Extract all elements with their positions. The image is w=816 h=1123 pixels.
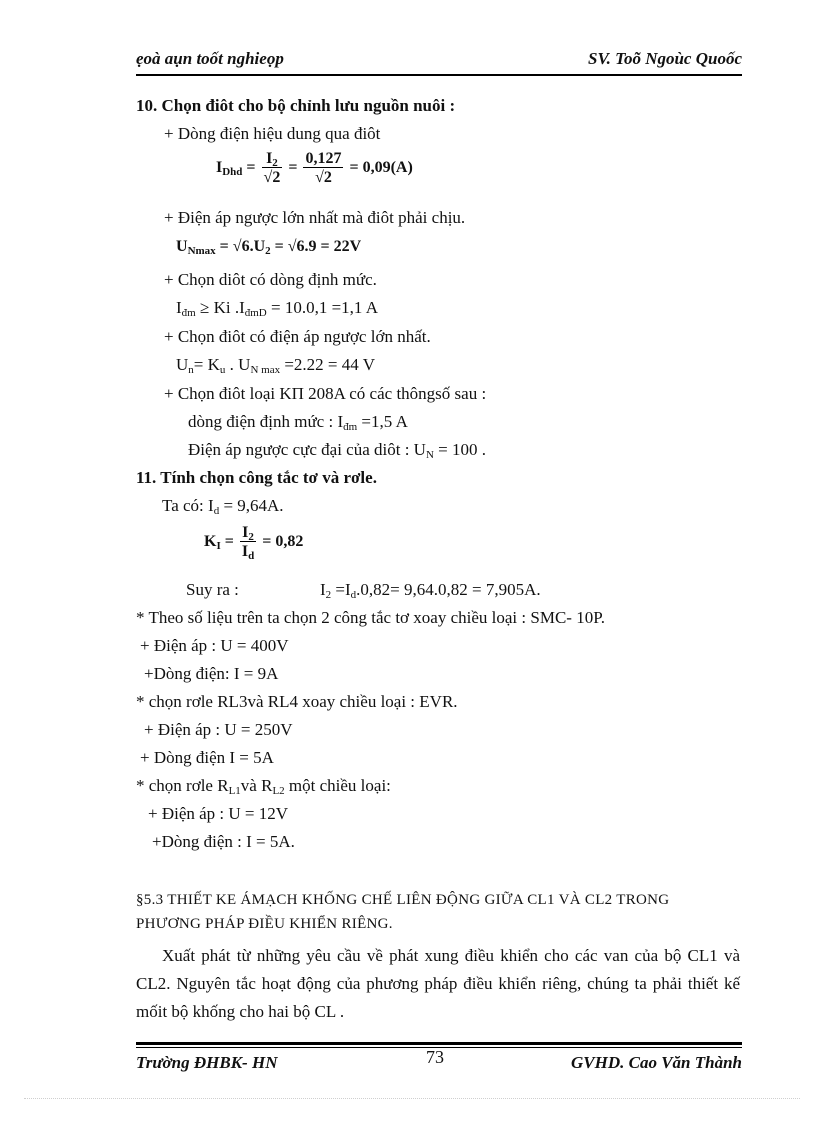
s11-line-11: +Dòng điện : I = 5A. (152, 832, 295, 851)
header-left: ẹoà aụn toốt nghieọp (136, 49, 284, 68)
s11-line-6: * chọn rơle RL3và RL4 xoay chiều loại : EVR. (136, 692, 458, 711)
s11-line-2b: $I_2 =I_d.0,82= 9,64.0,82 = 7,905A$. (320, 580, 541, 601)
s10-line-6: $U_n= K_u$ . $U_{N max} =2.22 = 44$ V (176, 355, 375, 376)
s11-line-8: + Dòng điện I = 5A (140, 748, 274, 767)
s11-line-7: + Điện áp : U = 250V (144, 720, 293, 739)
footer-left: Trường ĐHBK- HN (136, 1053, 278, 1072)
formula-idhd: $I_{Dhd}$ = $\frac{I_2}{√2}$ = $\frac{0,127}{√2}$ = 0,09(A) (216, 150, 413, 186)
header-rule (136, 74, 742, 76)
section-5-3-title-line-2: PHƯƠNG PHÁP ĐIỀU KHIỂN RIÊNG. (136, 916, 393, 932)
s10-line-9: Điện áp ngược cực đại của diôt : $U_N = 100$ . (188, 440, 486, 461)
s11-line-4: + Điện áp : U = 400V (140, 636, 289, 655)
page-number: 73 (426, 1047, 444, 1067)
s10-line-1: + Dòng điện hiệu dung qua điôt (164, 124, 381, 143)
s11-line-1: Ta có: $I_d = 9,64A$. (162, 496, 284, 517)
s11-line-2a: Suy ra : (186, 580, 239, 599)
s11-line-10: + Điện áp : U = 12V (148, 804, 289, 823)
formula-unmax: $U_{Nmax} = √6.U_2 = √6.9 = 22V$ (176, 238, 362, 257)
footer-rule-thick (136, 1042, 742, 1045)
s10-line-7: + Chọn điôt loại KП 208A có các thôngsố sau : (164, 384, 487, 403)
s10-line-5: + Chọn điôt có điện áp ngược lớn nhất. (164, 327, 431, 346)
header-right: SV. Toõ Ngoùc Quoốc (588, 49, 742, 68)
section-11-title: 11. Tính chọn công tắc tơ và rơle. (136, 468, 377, 487)
section-5-3-paragraph: Xuất phát từ những yêu cầu về phát xung điều khiển cho các van của bộ CL1 và CL2. Nguyên tắc hoạt động của phương pháp điều khiển riêng, chúng ta phải thiết kế mốit bộ khống cho hai bộ CL . (136, 946, 740, 1021)
s10-line-8: dòng điện định mức : $I_{đm} =1,5$ A (188, 412, 408, 433)
s11-line-5: +Dòng điện: I = 9A (144, 664, 279, 683)
s10-line-3: + Chọn diôt có dòng định mức. (164, 270, 377, 289)
page-edge-dotted (24, 1098, 800, 1099)
section-5-3-title-line-1: §5.3 THIẾT KE ÁMẠCH KHỐNG CHẾ LIÊN ĐỘNG GIỮA CL1 VÀ CL2 TRONG (136, 892, 670, 908)
s10-line-4: $I_{đm} \ge Ki$ $.I_{đmD} = 10.0,1 =1,1$ A (176, 298, 378, 319)
footer-right: GVHD. Cao Văn Thành (571, 1053, 742, 1072)
formula-ki: $K_I$ = $\frac{I_2}{I_d}$ = 0,82 (204, 524, 304, 562)
s10-line-2: + Điện áp ngược lớn nhất mà điôt phải chịu. (164, 208, 466, 227)
s11-line-3: * Theo số liệu trên ta chọn 2 công tắc tơ xoay chiều loại : SMC- 10P. (136, 608, 606, 627)
section-10-title: 10. Chọn điôt cho bộ chỉnh lưu nguồn nuôi : (136, 96, 456, 115)
s11-line-9: * chọn rơle $R_{L1}và$ $R_{L2}$ một chiều loại: (136, 776, 391, 797)
page-header (136, 49, 742, 73)
page-footer (136, 1047, 742, 1077)
